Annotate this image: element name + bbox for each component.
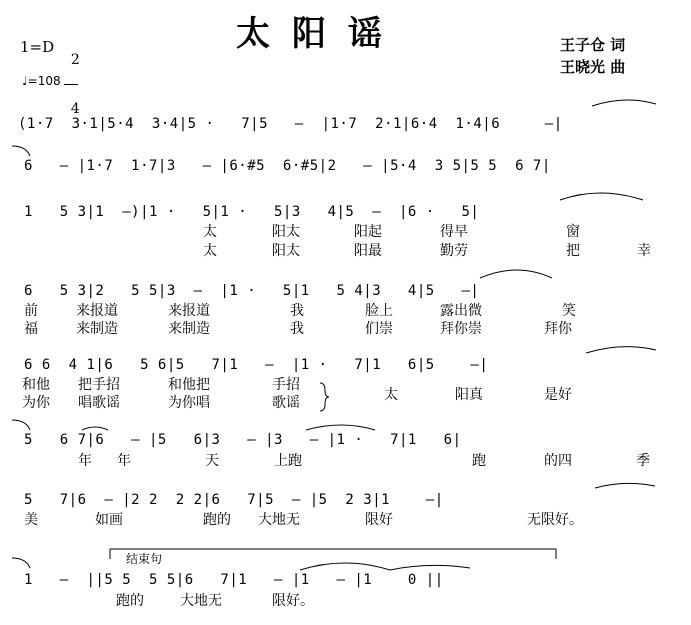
lyric: 我 [290, 321, 304, 337]
lyric: 露出微 [440, 303, 482, 319]
lyric: 窗 [566, 224, 580, 240]
lyric: 唱歌谣 [78, 395, 120, 411]
lyric: 和他 [22, 377, 50, 393]
lyric: 阳太 [272, 224, 300, 240]
lyric: 拜你 [544, 321, 572, 337]
lyric: 福 [24, 321, 38, 337]
slur [12, 558, 30, 568]
slur [12, 146, 30, 156]
lyric: 为你 [22, 395, 50, 411]
lyric: 阳最 [354, 243, 382, 259]
time-signature-denominator: 4 [70, 101, 80, 117]
lyric: 是好 [544, 387, 572, 403]
lyric: 为你唱 [168, 395, 210, 411]
score-line-4: 6 5 3|2 5 5|3 — |1 · 5|1 5 4|3 4|5 —| [24, 283, 480, 299]
slur [82, 427, 108, 430]
time-signature-numerator: 2 [70, 52, 80, 68]
lyric: 幸 [637, 243, 651, 259]
lyric: 阳真 [455, 387, 483, 403]
lyric: 年 [117, 453, 131, 469]
lyric: 拜你崇 [440, 321, 482, 337]
lyric: 把 [566, 243, 580, 259]
lyric: 把手招 [78, 377, 120, 393]
lyric: 限好。 [272, 593, 314, 609]
lyric: 太 [384, 387, 398, 403]
lyric: 限好 [365, 512, 393, 528]
slur [12, 420, 30, 430]
slur [300, 563, 390, 570]
lyric: 无限好。 [527, 512, 583, 528]
lyric: 大地无 [180, 593, 222, 609]
lyric: 和他把 [168, 377, 210, 393]
slur [592, 100, 656, 106]
slur [595, 483, 655, 488]
lyric: 勤劳 [440, 243, 468, 259]
ending-label: 结束句 [126, 552, 163, 566]
score-line-2: 6 — |1·7 1·7|3 — |6·#5 6·#5|2 — |5·4 3 5|5 5 6 7| [24, 158, 551, 174]
lyric: 前 [24, 303, 38, 319]
lyricist-credit: 王子仓 词 [560, 36, 626, 54]
lyric: 跑的 [203, 512, 231, 528]
score-line-8: 1 — ||5 5 5 5|6 7|1 — |1 — |1 0 || [24, 572, 444, 588]
lyric: 阳太 [272, 243, 300, 259]
score-line-5: 6 6 4 1|6 5 6|5 7|1 — |1 · 7|1 6|5 —| [24, 357, 489, 373]
lyric: 跑的 [116, 593, 144, 609]
ending-bracket [110, 549, 556, 559]
lyric: 的四 [544, 453, 572, 469]
lyric: 歌谣 [272, 395, 300, 411]
lyric: 大地无 [258, 512, 300, 528]
slur [390, 565, 470, 570]
lyric: 季 [636, 453, 650, 469]
lyric: 阳起 [354, 224, 382, 240]
key-signature: 1=D [20, 38, 55, 56]
slur [586, 347, 656, 353]
composer-credit: 王晓光 曲 [560, 58, 626, 76]
lyric: 来制造 [76, 321, 118, 337]
slur [480, 270, 552, 278]
lyric: 如画 [95, 512, 123, 528]
slur [306, 425, 375, 430]
lyric: 天 [205, 453, 219, 469]
lyric: 得早 [440, 224, 468, 240]
lyric: 上跑 [274, 453, 302, 469]
lyric-brace [320, 383, 329, 411]
lyric: 我 [290, 303, 304, 319]
lyric: 太 [203, 243, 217, 259]
score-line-6: 5 6 7|6 — |5 6|3 — |3 — |1 · 7|1 6| [24, 432, 462, 448]
score-line-7: 5 7|6 — |2 2 2 2|6 7|5 — |5 2 3|1 —| [24, 492, 444, 508]
score-line-3: 1 5 3|1 —)|1 · 5|1 · 5|3 4|5 — |6 · 5| [24, 204, 480, 220]
lyric: 太 [203, 224, 217, 240]
lyric: 们崇 [365, 321, 393, 337]
lyric: 笑 [562, 303, 576, 319]
slur [560, 193, 643, 200]
lyric: 手招 [272, 377, 300, 393]
lyric: 来制造 [168, 321, 210, 337]
lyric: 脸上 [365, 303, 393, 319]
score-line-1: (1·7 3·1|5·4 3·4|5 · 7|5 — |1·7 2·1|6·4 1·4|6 —| [18, 116, 563, 132]
lyric: 美 [24, 512, 38, 528]
song-title: 太阳谣 [236, 14, 404, 54]
lyric: 来报道 [168, 303, 210, 319]
lyric: 跑 [472, 453, 486, 469]
tempo-marking: ♩=108 [22, 74, 61, 88]
lyric: 来报道 [76, 303, 118, 319]
lyric: 年 [78, 453, 92, 469]
